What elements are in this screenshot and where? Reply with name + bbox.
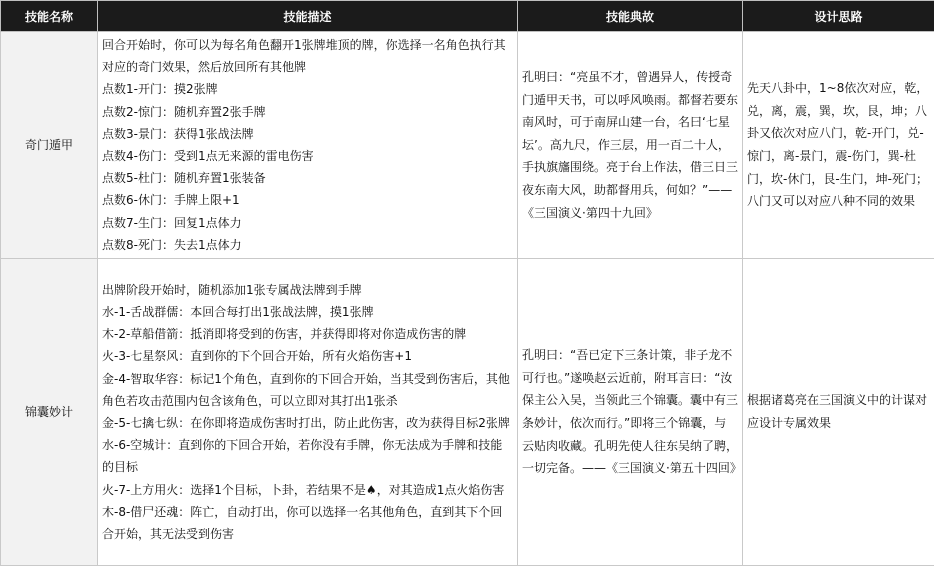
description-line: 木-8-借尸还魂：阵亡，自动打出，你可以选择一名其他角色，直到其下个回合开始，其无法受到伤害 xyxy=(102,501,513,545)
header-skill-story: 技能典故 xyxy=(518,1,743,32)
skill-name-cell: 奇门遁甲 xyxy=(1,32,98,259)
description-line: 点数7-生门：回复1点体力 xyxy=(102,212,513,234)
description-line: 出牌阶段开始时，随机添加1张专属战法牌到手牌 xyxy=(102,279,513,301)
description-line: 点数8-死门：失去1点体力 xyxy=(102,234,513,256)
description-line: 水-6-空城计：直到你的下回合开始，若你没有手牌，你无法成为手牌和技能的目标 xyxy=(102,434,513,478)
description-line: 金-5-七擒七纵：在你即将造成伤害时打出，防止此伤害，改为获得目标2张牌 xyxy=(102,412,513,434)
description-line: 点数4-伤门：受到1点无来源的雷电伤害 xyxy=(102,145,513,167)
description-line: 木-2-草船借箭：抵消即将受到的伤害，并获得即将对你造成伤害的牌 xyxy=(102,323,513,345)
description-line: 水-1-舌战群儒：本回合每打出1张战法牌，摸1张牌 xyxy=(102,301,513,323)
header-skill-description: 技能描述 xyxy=(98,1,518,32)
description-line: 回合开始时，你可以为每名角色翻开1张牌堆顶的牌，你选择一名角色执行其对应的奇门效果，然后放回所有其他牌 xyxy=(102,34,513,78)
header-design-idea: 设计思路 xyxy=(743,1,934,32)
design-idea-cell: 先天八卦中，1~8依次对应，乾，兑，离，震，巽，坎，艮，坤；八卦又依次对应八门，乾-开门，兑-惊门，离-景门，震-伤门，巽-杜门，坎-休门，艮-生门，坤-死门；八门又可以对应八种不同的效果 xyxy=(743,32,934,259)
skill-story-cell: 孔明曰：“吾已定下三条计策，非子龙不可行也。”遂唤赵云近前，附耳言曰：“汝保主公入吴，当领此三个锦囊。囊中有三条妙计，依次而行。”即将三个锦囊，与云贴肉收藏。孔明先使人往东吴纳了聘，一切完备。——《三国演义·第五十四回》 xyxy=(518,259,743,566)
skill-story-cell: 孔明曰：“亮虽不才，曾遇异人，传授奇门遁甲天书，可以呼风唤雨。都督若要东南风时，可于南屏山建一台，名曰‘七星坛’。高九尺，作三层，用一百二十人，手执旗旛围绕。亮于台上作法，借三日三夜东南大风，助都督用兵，何如？”——《三国演义·第四十九回》 xyxy=(518,32,743,259)
description-line: 火-3-七星祭风：直到你的下个回合开始，所有火焰伤害+1 xyxy=(102,345,513,367)
description-line: 点数2-惊门：随机弃置2张手牌 xyxy=(102,101,513,123)
design-idea-cell: 根据诸葛亮在三国演义中的计谋对应设计专属效果 xyxy=(743,259,934,566)
description-line: 点数6-休门：手牌上限+1 xyxy=(102,189,513,211)
description-line: 点数3-景门：获得1张战法牌 xyxy=(102,123,513,145)
table-row xyxy=(1,259,934,566)
skill-description-cell xyxy=(98,32,518,259)
description-line: 点数5-杜门：随机弃置1张装备 xyxy=(102,167,513,189)
skill-description-cell xyxy=(98,259,518,566)
description-line: 金-4-智取华容：标记1个角色，直到你的下回合开始，当其受到伤害后，其他角色若攻击范围内包含该角色，可以立即对其打出1张杀 xyxy=(102,368,513,412)
skill-name-cell: 锦囊妙计 xyxy=(1,259,98,566)
header-row xyxy=(1,1,934,32)
table-row xyxy=(1,32,934,259)
header-skill-name: 技能名称 xyxy=(1,1,98,32)
description-line: 火-7-上方用火：选择1个目标，卜卦，若结果不是♠，对其造成1点火焰伤害 xyxy=(102,479,513,501)
description-line: 点数1-开门：摸2张牌 xyxy=(102,78,513,100)
